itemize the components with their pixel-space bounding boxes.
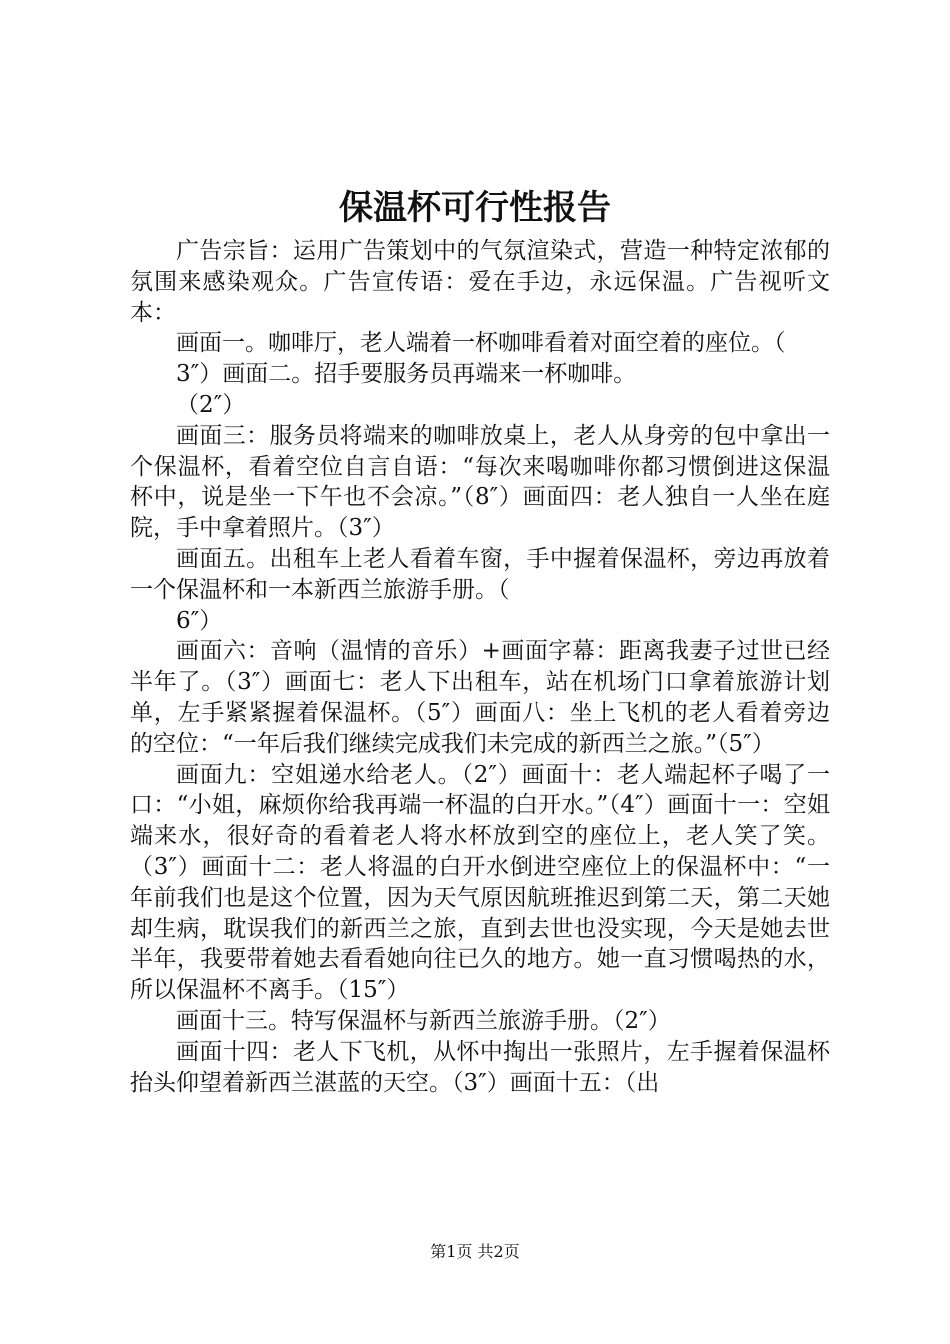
paragraph-scene-6-8: 画面六：音响（温情的音乐）+画面字幕：距离我妻子过世已经半年了。（3″）画面七：老人下出租车，站在机场门口拿着旅游计划单，左手紧紧握着保温杯。（5″）画面八：坐上飞机的老人看着旁边的空位：“一年后我们继续完成我们未完成的新西兰之旅。”（5″） <box>130 638 830 757</box>
paragraph-purpose: 广告宗旨：运用广告策划中的气氛渲染式，营造一种特定浓郁的氛围来感染观众。广告宣传语：爱在手边，永远保温。广告视听文本： <box>130 238 830 326</box>
paragraph-scene-13: 画面十三。特写保温杯与新西兰旅游手册。（2″） <box>176 1007 671 1034</box>
paragraph-scene-1: 画面一。咖啡厅，老人端着一杯咖啡看着对面空着的座位。（ <box>176 330 786 357</box>
page-number-footer: 第1页 共2页 <box>430 1242 520 1261</box>
paragraph-scene-2-duration: （2″） <box>176 391 246 418</box>
paragraph-scene-5-duration: 6″） <box>176 607 223 634</box>
paragraph-scene-9-12: 画面九：空姐递水给老人。（2″）画面十：老人端起杯子喝了一口：“小姐，麻烦你给我再端一杯温的白开水。”（4″）画面十一：空姐端来水，很好奇的看着老人将水杯放到空的座位上，老人笑了笑。（3″）画面十二：老人将温的白开水倒进空座位上的保温杯中：“一年前我们也是这个位置，因为天气原因航班推迟到第二天，第二天她却生病，耽误我们的新西兰之旅，直到去世也没实现，今天是她去世半年，我要带着她去看看她向往已久的地方。她一直习惯喝热的水，所以保温杯不离手。（15″） <box>130 761 830 1004</box>
document-title: 保温杯可行性报告 <box>339 188 611 228</box>
paragraph-scene-2: 3″）画面二。招手要服务员再端来一杯咖啡。 <box>176 361 637 388</box>
paragraph-scene-3-4: 画面三：服务员将端来的咖啡放桌上，老人从身旁的包中拿出一个保温杯，看着空位自言自语：“每次来喝咖啡你都习惯倒进这保温杯中，说是坐一下午也不会凉。”（8″）画面四：老人独自一人坐在庭院，手中拿着照片。（3″） <box>130 422 830 542</box>
document-body <box>130 236 830 1098</box>
paragraph-scene-14-15: 画面十四：老人下飞机，从怀中掏出一张照片，左手握着保温杯抬头仰望着新西兰湛蓝的天空。（3″）画面十五：（出 <box>130 1038 830 1096</box>
paragraph-scene-5: 画面五。出租车上老人看着车窗，手中握着保温杯，旁边再放着一个保温杯和一本新西兰旅游手册。（ <box>130 545 830 603</box>
